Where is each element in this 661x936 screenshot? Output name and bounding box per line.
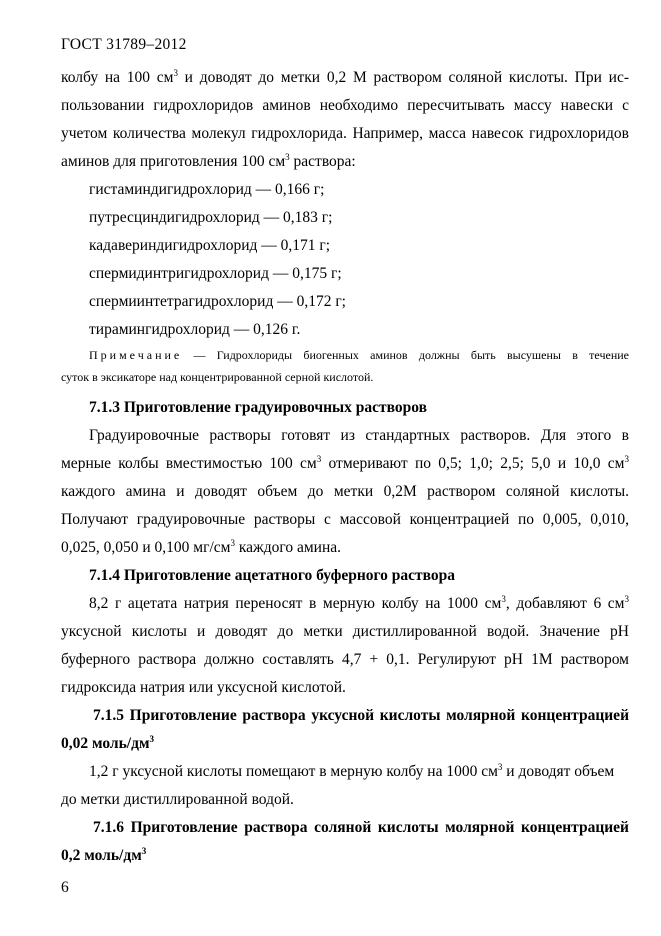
section-7-1-6-heading-cont: 0,2 моль/$дм^3$ (61, 846, 147, 864)
note-line-1: Примечание — Гидрохлориды биогенных аминов должны быть высушены в течение (89, 348, 629, 362)
s713-line-1: Градуировочные растворы готовят из стандартных растворов. Для этого в (89, 427, 629, 444)
amine-item: спермидинтригидрохлорид — 0,175 г; (89, 265, 342, 282)
document-header: ГОСТ 31789–2012 (61, 36, 187, 53)
section-7-1-4-heading: 7.1.4 Приготовление ацетатного буферного раствора (89, 567, 456, 584)
s714-line-3: буферного раствора должно составлять 4,7 + 0,1. Регулируют pH 1М раствором (61, 651, 629, 668)
amine-item: путресциндигидрохлорид — 0,183 г; (89, 209, 333, 226)
s713-line-2: мерные колбы вместимостью 100 $см^3$ отмеривают по 0,5; 1,0; 2,5; 5,0 и 10,0 $см^3$ (61, 454, 629, 472)
section-7-1-5-heading-cont: 0,02 моль/$дм^3$ (61, 734, 154, 752)
section-7-1-5-heading: 7.1.5 Приготовление раствора уксусной кислоты молярной концентрацией (93, 707, 629, 724)
section-7-1-3-heading: 7.1.3 Приготовление градуировочных растворов (89, 399, 427, 416)
amine-item: спермиинтетрагидрохлорид — 0,172 г; (89, 293, 346, 310)
s714-line-4: гидроксида натрия или уксусной кислотой. (61, 679, 346, 696)
page-number: 6 (61, 879, 69, 896)
intro-line-3: учетом количества молекул гидрохлорида. Например, масса навесок гидрохлоридов (61, 125, 629, 142)
document-body (61, 64, 629, 870)
amine-item: гистаминдигидрохлорид — 0,166 г; (89, 181, 325, 198)
section-7-1-6-heading: 7.1.6 Приготовление раствора соляной кислоты молярной концентрацией (93, 819, 629, 836)
intro-line-1: колбу на 100 $см^3$ и доводят до метки 0,2 М раствором соляной кислоты. При ис- (61, 68, 629, 86)
amine-item: кадавериндигидрохлорид — 0,171 г; (89, 237, 331, 254)
intro-line-2: пользовании гидрохлоридов аминов необходимо пересчитывать массу навески с (61, 97, 629, 114)
s713-line-4: Получают градуировочные растворы с массовой концентрацией по 0,005, 0,010, (61, 511, 629, 528)
s714-line-2: уксусной кислоты и доводят до метки дистиллированной водой. Значение pH (61, 623, 629, 640)
intro-line-4: аминов для приготовления 100 $см^3$ раствора: (61, 152, 356, 170)
s715-line-2: до метки дистиллированной водой. (61, 791, 294, 808)
s715-line-1: 1,2 г уксусной кислоты помещают в мерную колбу на 1000 $см^3$ и доводят объем (89, 762, 615, 780)
note-line-2: суток в эксикаторе над концентрированной серной кислотой. (61, 370, 374, 384)
note-label: Примечание (89, 348, 183, 362)
amine-item: тирамингидрохлорид — 0,126 г. (89, 321, 301, 338)
s713-line-3: каждого амина и доводят объем до метки 0,2М раствором соляной кислоты. (61, 483, 629, 500)
s713-line-5: 0,025, 0,050 и 0,100 $мг/см^3$ каждого амина. (61, 538, 341, 556)
s714-line-1: 8,2 г ацетата натрия переносят в мерную колбу на 1000 $см^3$, добавляют 6 $см^3$ (89, 594, 629, 612)
